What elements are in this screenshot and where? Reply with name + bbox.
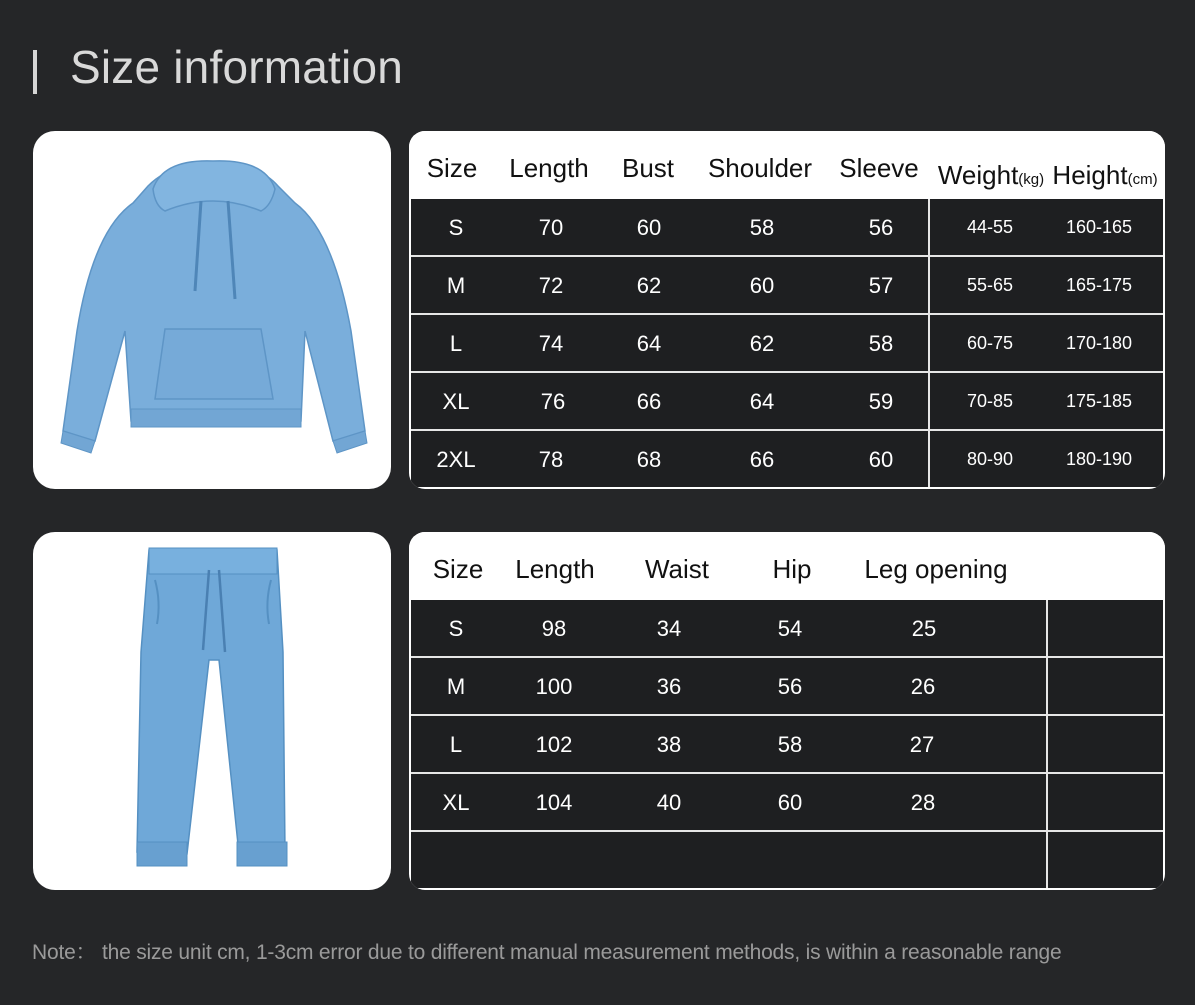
- pants-image: [33, 532, 391, 890]
- col-bust: Bust: [621, 153, 675, 183]
- column-divider: [1046, 600, 1048, 888]
- table-row: 2XL 78 68 66 60 80-90 180-190: [411, 429, 1163, 487]
- pants-illustration: [137, 548, 287, 866]
- hoodie-size-table: [409, 131, 1165, 489]
- col-size: Size: [432, 554, 484, 584]
- table-row: XL 76 66 64 59 70-85 175-185: [411, 371, 1163, 429]
- pants-size-table: [409, 532, 1165, 890]
- hoodie-table-header: [409, 131, 1165, 199]
- hoodie-table-body: [411, 199, 1163, 487]
- page-title: Size information: [70, 41, 404, 93]
- col-shoulder: Shoulder: [707, 153, 813, 183]
- table-row: L 74 64 62 58 60-75 170-180: [411, 313, 1163, 371]
- note-text: Note： the size unit cm, 1-3cm error due to different manual measurement methods, is within a reasonable range: [32, 941, 1062, 964]
- hoodie-image: [33, 131, 391, 489]
- col-sleeve: Sleeve: [839, 153, 919, 183]
- pants-table-header: [409, 532, 1165, 600]
- table-row: S 98 34 54 25: [448, 616, 937, 641]
- table-row: M 100 36 56 26: [411, 656, 1163, 714]
- col-length: Length: [515, 554, 595, 584]
- col-height: Height(cm): [1052, 160, 1158, 190]
- col-waist: Waist: [644, 554, 710, 584]
- table-row-empty: [411, 830, 1163, 888]
- column-divider: [928, 199, 930, 487]
- table-row: S 70 60 58 56 44-55 160-165: [448, 215, 1133, 240]
- table-row: M 72 62 60 57 55-65 165-175: [411, 255, 1163, 313]
- col-length: Length: [509, 153, 589, 183]
- title-accent-bar: [33, 50, 37, 94]
- col-weight: Weight(kg): [937, 160, 1045, 190]
- table-row: L 102 38 58 27: [411, 714, 1163, 772]
- col-size: Size: [426, 153, 478, 183]
- pants-table-body: [411, 600, 1163, 888]
- col-hip: Hip: [772, 554, 812, 584]
- table-row: XL 104 40 60 28: [411, 772, 1163, 830]
- col-leg-opening: Leg opening: [864, 554, 1008, 584]
- hoodie-illustration: [61, 161, 367, 453]
